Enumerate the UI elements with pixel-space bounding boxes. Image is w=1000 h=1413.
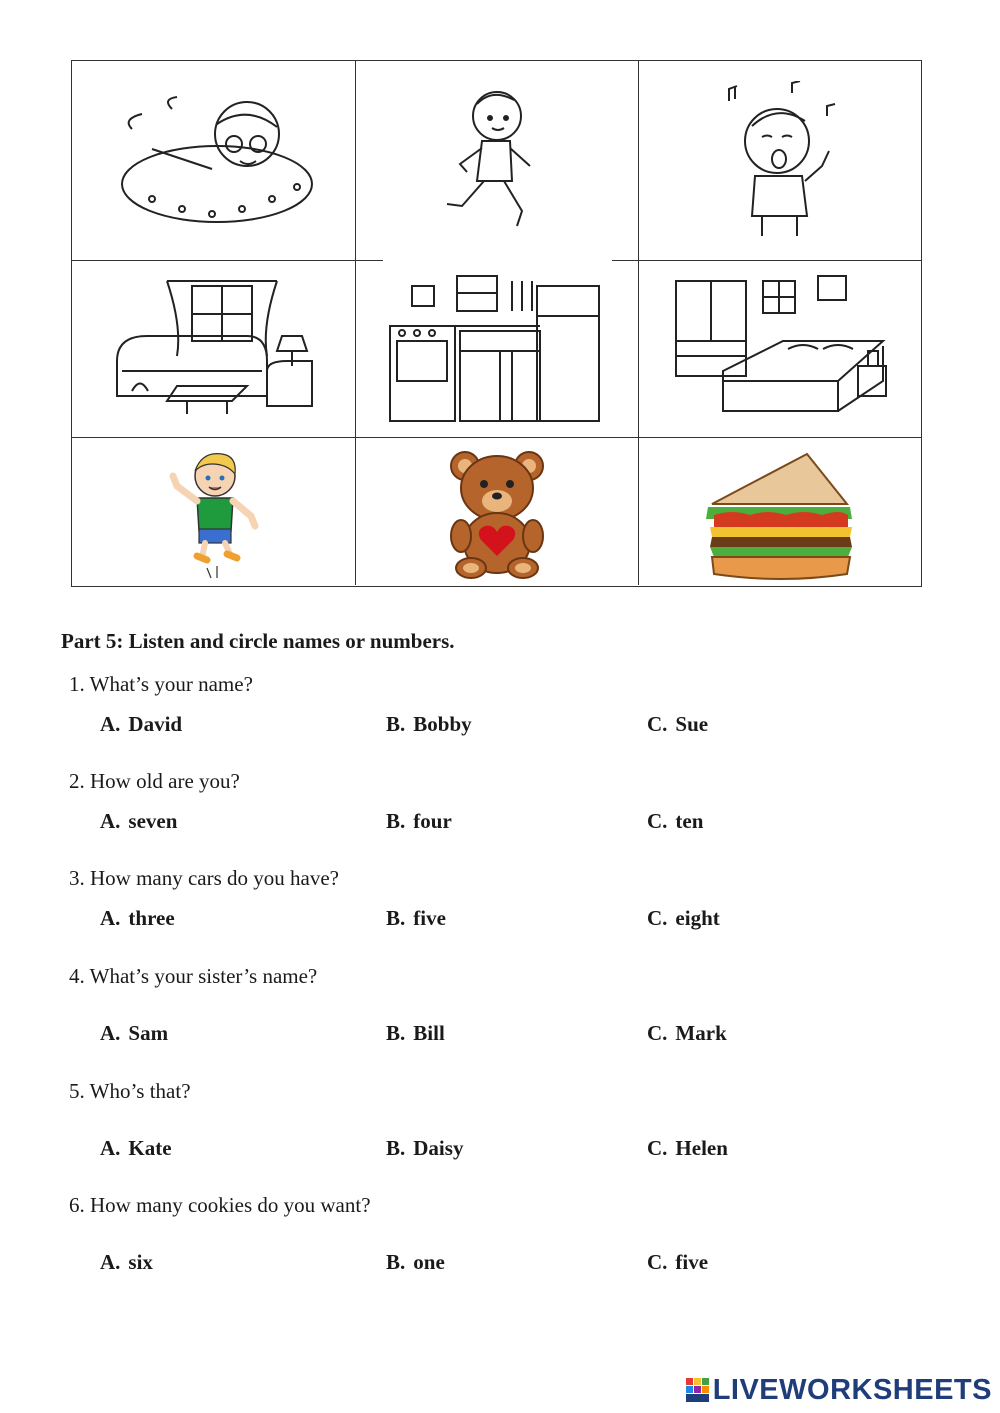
- sandwich-icon: [702, 449, 857, 584]
- option-value: five: [413, 906, 446, 930]
- option-letter: C.: [647, 809, 668, 833]
- answer-option[interactable]: [100, 1250, 153, 1275]
- answer-option[interactable]: [386, 712, 472, 737]
- answer-option[interactable]: [647, 809, 703, 834]
- option-letter: B.: [386, 809, 406, 833]
- option-letter: A.: [100, 809, 121, 833]
- option-letter: C.: [647, 1136, 668, 1160]
- jumping-boy-icon: [167, 446, 262, 581]
- option-letter: C.: [647, 712, 668, 736]
- option-value: three: [128, 906, 175, 930]
- option-value: David: [128, 712, 183, 736]
- grid-divider: [72, 260, 383, 261]
- question-text: 3. How many cars do you have?: [69, 866, 340, 890]
- option-value: six: [128, 1250, 153, 1274]
- option-letter: B.: [386, 712, 406, 736]
- picture-grid: [71, 60, 922, 587]
- option-value: eight: [675, 906, 720, 930]
- grid-divider: [355, 61, 356, 585]
- option-value: ten: [675, 809, 704, 833]
- answer-option[interactable]: [386, 906, 446, 931]
- option-value: Sam: [128, 1021, 169, 1045]
- option-letter: B.: [386, 1021, 406, 1045]
- running-boy-icon: [432, 86, 552, 241]
- option-value: seven: [128, 809, 178, 833]
- option-letter: C.: [647, 906, 668, 930]
- option-letter: A.: [100, 1021, 121, 1045]
- option-value: Bobby: [413, 712, 472, 736]
- option-letter: A.: [100, 906, 121, 930]
- answer-option[interactable]: [647, 906, 720, 931]
- grid-divider: [612, 260, 921, 261]
- answer-option[interactable]: [100, 1136, 172, 1161]
- part-title: Part 5: Listen and circle names or numbers.: [61, 629, 455, 653]
- option-value: Bill: [413, 1021, 445, 1045]
- option-value: four: [413, 809, 452, 833]
- option-letter: C.: [647, 1250, 668, 1274]
- answer-option[interactable]: [647, 1021, 727, 1046]
- grid-divider: [638, 61, 639, 585]
- option-letter: C.: [647, 1021, 668, 1045]
- answer-option[interactable]: [386, 1021, 445, 1046]
- bedroom-icon: [668, 271, 893, 426]
- liveworksheets-logo: [685, 1373, 992, 1407]
- question-text: 4. What’s your sister’s name?: [69, 964, 318, 988]
- question-text: 5. Who’s that?: [69, 1079, 191, 1103]
- answer-option[interactable]: [647, 712, 708, 737]
- option-letter: A.: [100, 1250, 121, 1274]
- answer-option[interactable]: [647, 1250, 708, 1275]
- option-value: Sue: [675, 712, 709, 736]
- question-text: 1. What’s your name?: [69, 672, 253, 696]
- option-value: Daisy: [413, 1136, 464, 1160]
- option-letter: B.: [386, 906, 406, 930]
- question-text: 6. How many cookies do you want?: [69, 1193, 371, 1217]
- option-value: Mark: [675, 1021, 727, 1045]
- singing-boy-icon: [717, 81, 847, 246]
- answer-option[interactable]: [386, 809, 452, 834]
- option-value: one: [413, 1250, 445, 1274]
- brand-name: LIVEWORKSHEETS: [712, 1373, 992, 1406]
- living-room-icon: [107, 276, 322, 421]
- teddy-bear-icon: [447, 446, 547, 581]
- option-letter: A.: [100, 1136, 121, 1160]
- answer-option[interactable]: [100, 1021, 168, 1046]
- swimming-boy-icon: [112, 89, 322, 239]
- answer-option[interactable]: [100, 906, 175, 931]
- option-letter: B.: [386, 1136, 406, 1160]
- option-letter: A.: [100, 712, 121, 736]
- answer-option[interactable]: [386, 1250, 445, 1275]
- question-text: 2. How old are you?: [69, 769, 240, 793]
- kitchen-icon: [382, 271, 607, 426]
- answer-option[interactable]: [647, 1136, 728, 1161]
- grid-divider: [72, 437, 921, 438]
- option-value: Helen: [675, 1136, 728, 1160]
- liveworksheets-logo-icon: [685, 1376, 711, 1404]
- answer-option[interactable]: [100, 809, 177, 834]
- option-letter: B.: [386, 1250, 406, 1274]
- option-value: Kate: [128, 1136, 172, 1160]
- option-value: five: [675, 1250, 709, 1274]
- answer-option[interactable]: [386, 1136, 463, 1161]
- answer-option[interactable]: [100, 712, 182, 737]
